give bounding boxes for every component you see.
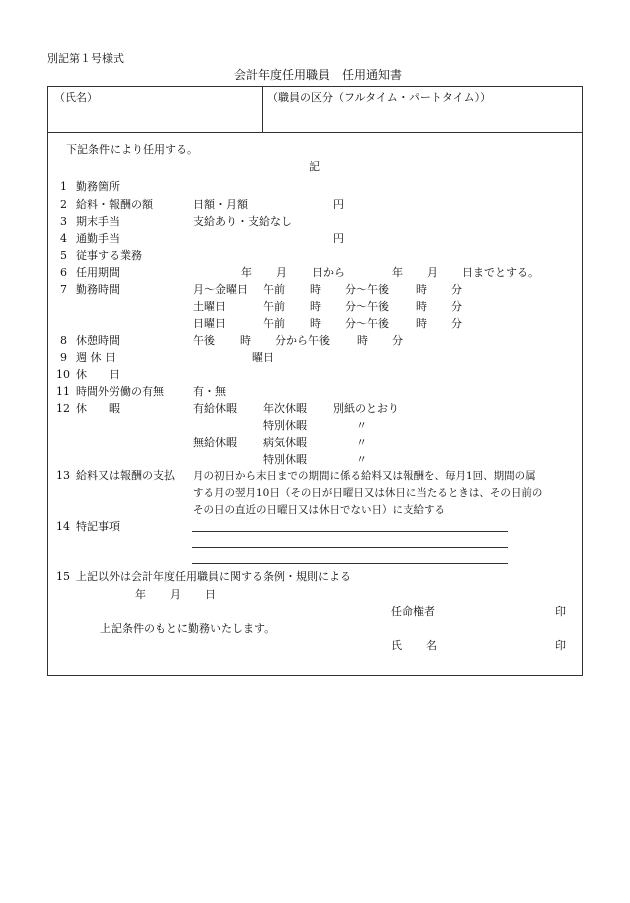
form-frame: [47, 86, 583, 676]
payment-line-2: する月の翌月10日（その日が日曜日又は休日に当たるときは、その日前の: [193, 487, 543, 499]
item-number: 6: [60, 266, 67, 279]
remarks-line-2: [192, 547, 508, 548]
item-number: 5: [60, 249, 67, 262]
hours-h2: 時: [416, 300, 427, 313]
item-number: 4: [60, 232, 67, 245]
unpaid-leave: 無給休暇: [193, 436, 237, 449]
item-label-bonus: 期末手当: [76, 215, 120, 228]
item-number: 1: [60, 180, 67, 193]
item-number: 10: [56, 368, 70, 381]
hours-am: 午前: [263, 300, 285, 313]
item-label-payment: 給料又は報酬の支払: [76, 469, 175, 482]
hours-m2: 分: [451, 283, 462, 296]
item-label-overtime: 時間外労働の有無: [76, 385, 164, 398]
item-number: 13: [56, 469, 70, 482]
hours-sunday: 日曜日: [193, 317, 226, 330]
hours-m: 分～午後: [345, 283, 389, 296]
bonus-value: 支給あり・支給なし: [193, 215, 292, 228]
header-row: [48, 87, 582, 133]
hours-m2: 分: [451, 317, 462, 330]
item-number: 12: [56, 402, 70, 415]
remarks-line-3: [192, 563, 508, 564]
period-month: 月: [276, 266, 287, 279]
ditto-mark: 〃: [356, 419, 367, 432]
header-divider: [262, 87, 263, 132]
appointer-label: 任命権者: [391, 605, 435, 618]
commute-yen: 円: [333, 232, 344, 245]
hours-m: 分～午後: [345, 317, 389, 330]
ki-heading: 記: [309, 160, 320, 173]
hours-h2: 時: [416, 283, 427, 296]
period-from: 日から: [312, 266, 345, 279]
hours-h: 時: [310, 317, 321, 330]
date-year: 年: [135, 588, 146, 601]
item-label-salary: 給料・報酬の額: [76, 198, 153, 211]
sick-leave: 病気休暇: [263, 436, 307, 449]
item-label-remarks: 特記事項: [76, 520, 120, 533]
break-pm: 午後: [193, 334, 215, 347]
name-label-a: 氏: [391, 639, 402, 652]
item-label-weekly-off: 週 休 日: [76, 351, 116, 364]
break-m: 分から午後: [275, 334, 330, 347]
document-title: 会計年度任用職員 任用通知書: [234, 68, 403, 82]
hours-weekday: 月～金曜日: [193, 283, 248, 296]
period-month2: 月: [427, 266, 438, 279]
paid-leave: 有給休暇: [193, 402, 237, 415]
period-year: 年: [241, 266, 252, 279]
period-year2: 年: [392, 266, 403, 279]
weekly-off-day: 曜日: [252, 351, 274, 364]
item-label-duties: 従事する業務: [76, 249, 142, 262]
item-label-period: 任用期間: [76, 266, 120, 279]
special-leave: 特別休暇: [263, 453, 307, 466]
salary-type: 日額・月額: [193, 198, 248, 211]
date-day: 日: [205, 588, 216, 601]
item-number: 8: [60, 334, 67, 347]
item-number: 15: [56, 570, 70, 583]
item-label-break: 休憩時間: [76, 334, 120, 347]
item-label-hours: 勤務時間: [76, 283, 120, 296]
item-label-commute: 通勤手当: [76, 232, 120, 245]
hours-am: 午前: [263, 317, 285, 330]
name-label: （氏名）: [54, 91, 98, 104]
hours-h: 時: [310, 283, 321, 296]
hours-am: 午前: [263, 283, 285, 296]
break-h2: 時: [357, 334, 368, 347]
item-number: 9: [60, 351, 67, 364]
item-number: 2: [60, 198, 67, 211]
item-number: 7: [60, 283, 67, 296]
item-label-workplace: 勤務箇所: [76, 180, 120, 193]
hours-m: 分～午後: [345, 300, 389, 313]
remarks-line-1: [192, 531, 508, 532]
form-number: 別記第１号様式: [47, 52, 124, 65]
hours-m2: 分: [451, 300, 462, 313]
period-until: 日までとする。: [462, 266, 539, 279]
overtime-value: 有・無: [193, 385, 226, 398]
date-month: 月: [170, 588, 181, 601]
ditto-mark: 〃: [356, 436, 367, 449]
special-leave: 特別休暇: [263, 419, 307, 432]
item-label-holiday: 休 日: [76, 368, 120, 381]
payment-line-3: その日の直近の日曜日又は休日でない日）に支給する: [193, 504, 445, 516]
item-number: 11: [56, 385, 70, 398]
employee-category-label: （職員の区分（フルタイム・パートタイム））: [267, 91, 492, 104]
item-number: 3: [60, 215, 67, 228]
seal-mark: 印: [555, 639, 566, 652]
ditto-mark: 〃: [356, 453, 367, 466]
consent-text: 上記条件のもとに勤務いたします。: [100, 622, 276, 635]
break-h: 時: [240, 334, 251, 347]
name-label-b: 名: [426, 639, 437, 652]
item-label-leave: 休 暇: [76, 402, 120, 415]
item-label-other: 上記以外は会計年度任用職員に関する条例・規則による: [76, 570, 351, 583]
hours-h2: 時: [416, 317, 427, 330]
hours-h: 時: [310, 300, 321, 313]
salary-yen: 円: [333, 198, 344, 211]
annual-leave-note: 別紙のとおり: [333, 402, 399, 415]
hours-saturday: 土曜日: [193, 300, 226, 313]
intro-text: 下記条件により任用する。: [66, 143, 198, 156]
annual-leave: 年次休暇: [263, 402, 307, 415]
break-m2: 分: [392, 334, 403, 347]
item-number: 14: [56, 520, 70, 533]
payment-line-1: 月の初日から末日までの期間に係る給料又は報酬を、毎月1回、期間の属: [193, 470, 536, 482]
seal-mark: 印: [555, 605, 566, 618]
